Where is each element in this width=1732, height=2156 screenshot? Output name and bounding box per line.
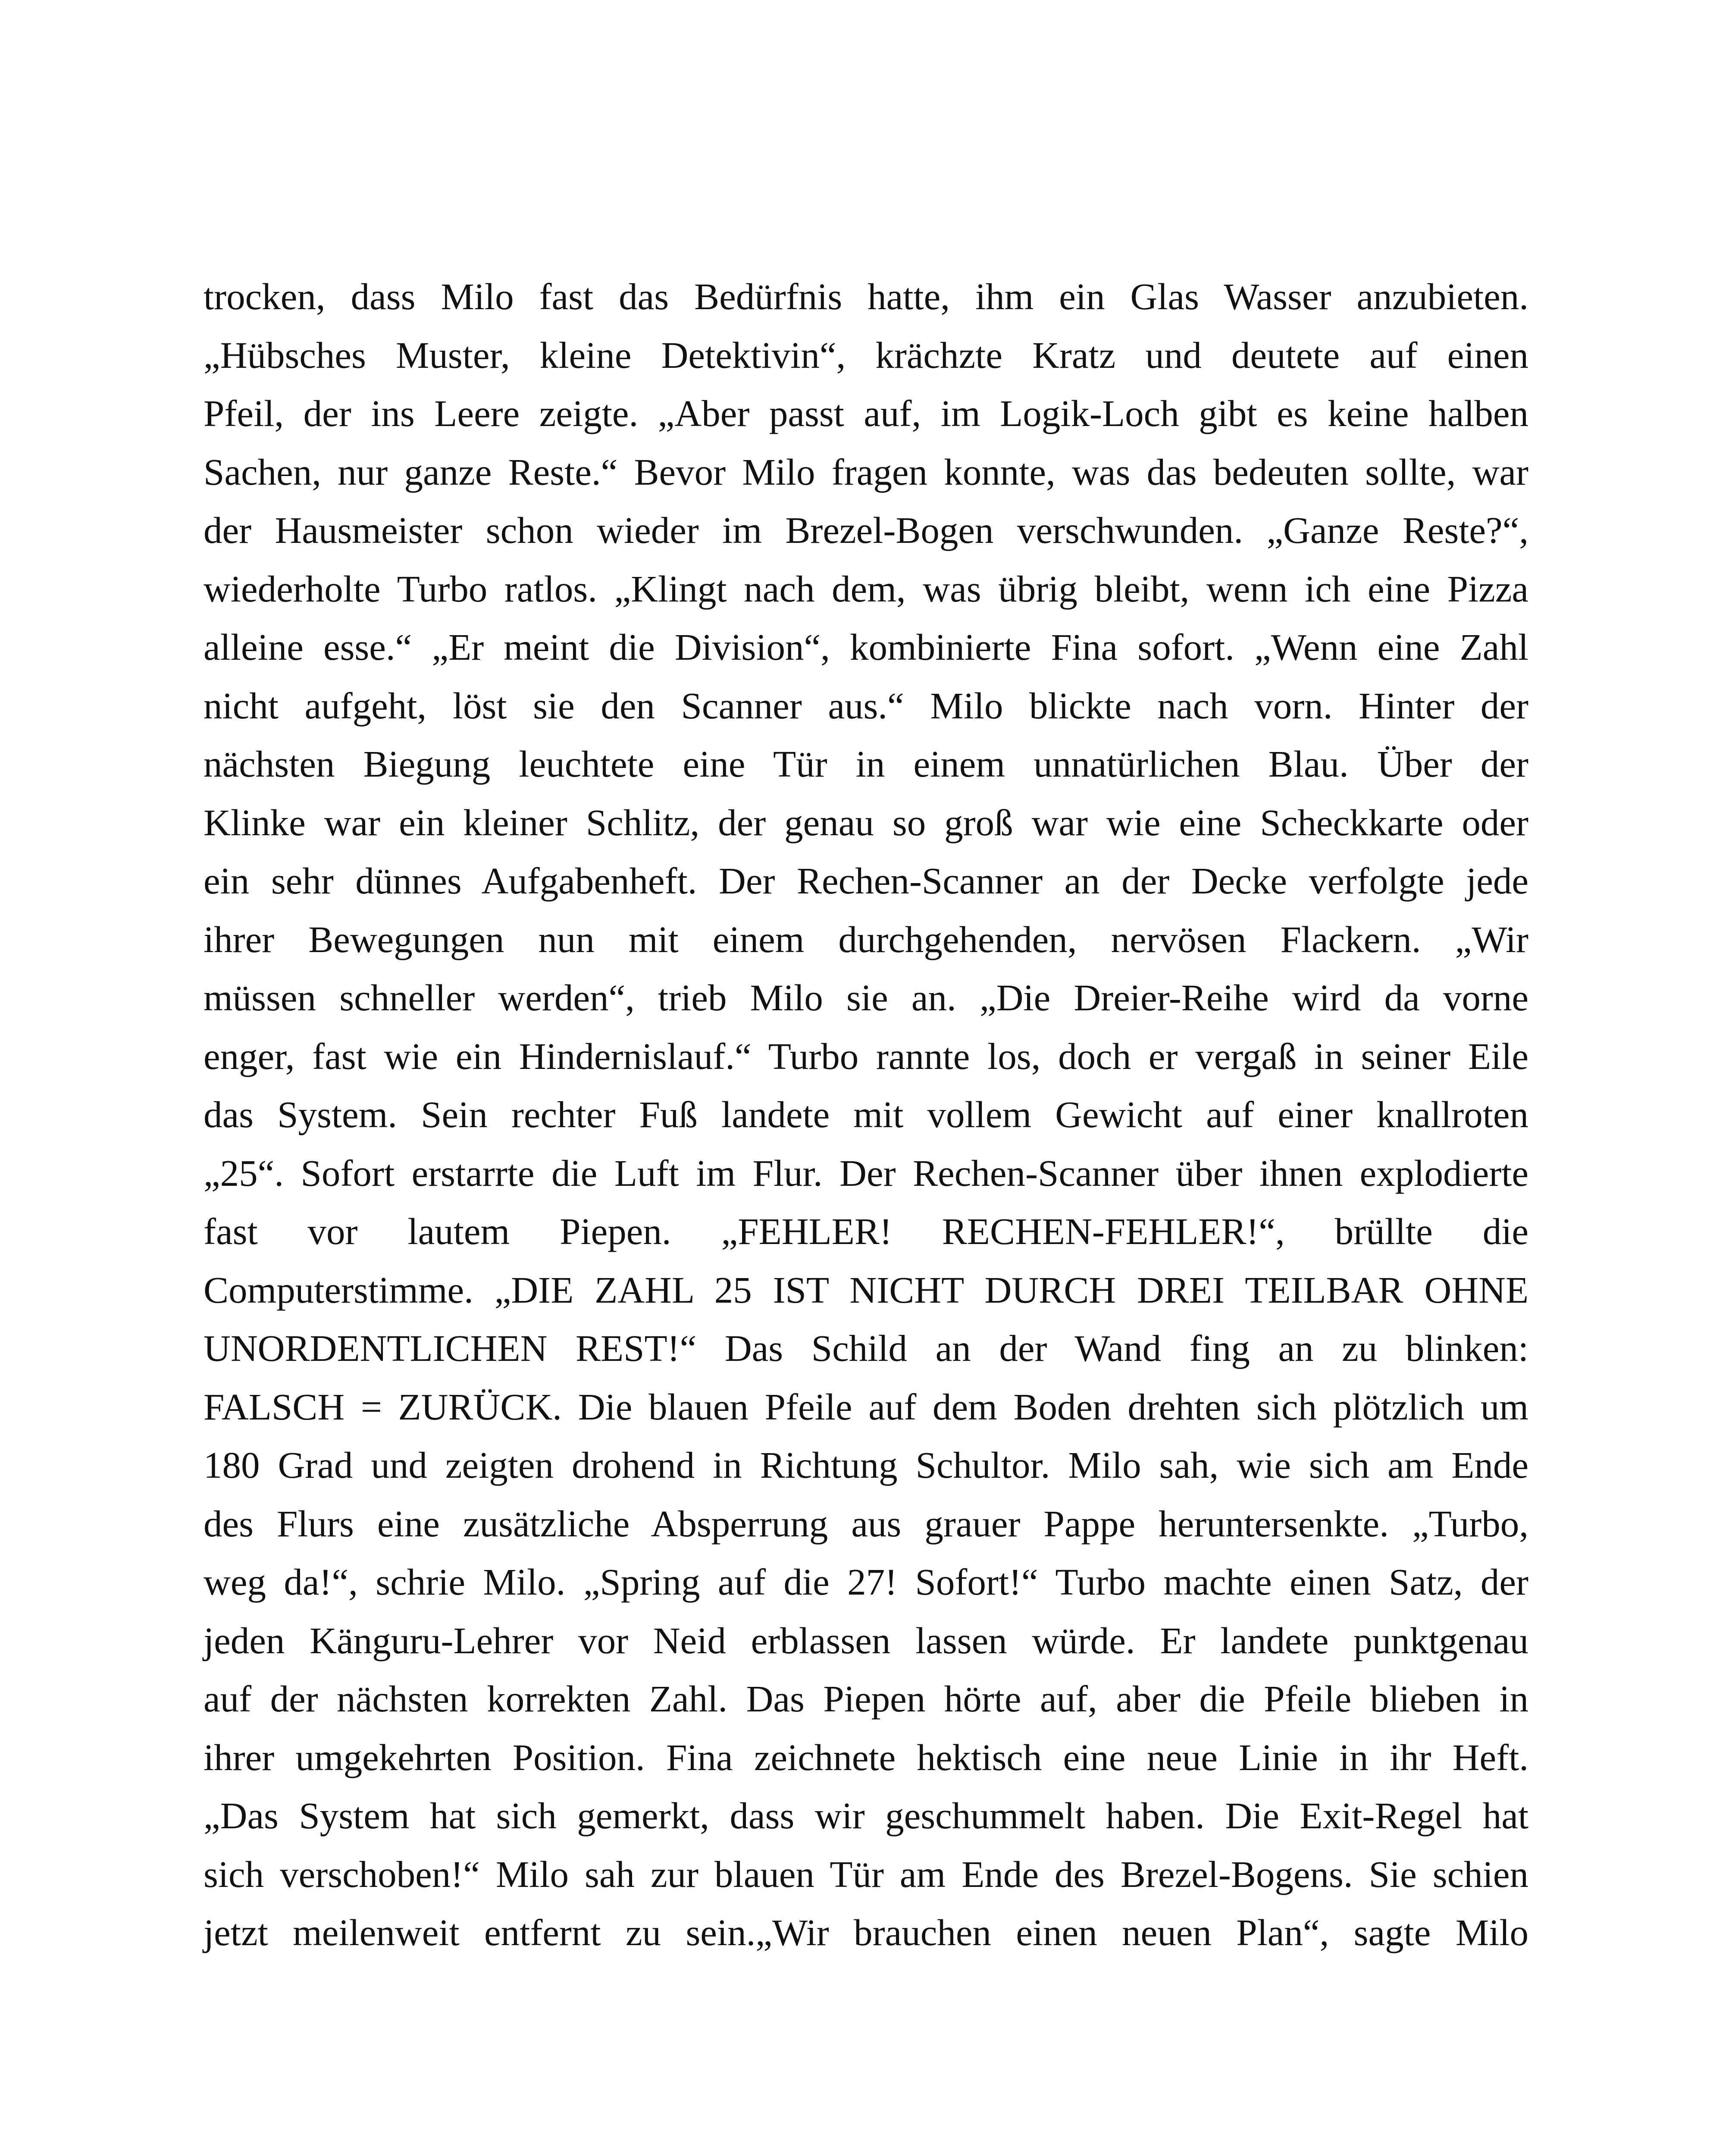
text-line: weg da!“, schrie Milo. „Spring auf die 27! Sofort!“ Turbo machte einen Satz, der bbox=[204, 1561, 1528, 1603]
text-line: Sachen, nur ganze Reste.“ Bevor Milo fragen konnte, was das bedeuten sollte, war bbox=[204, 451, 1528, 493]
text-line: trocken, dass Milo fast das Bedürfnis hatte, ihm ein Glas Wasser anzubieten. bbox=[204, 276, 1528, 317]
text-line: nächsten Biegung leuchtete eine Tür in einem unnatürlichen Blau. Über der bbox=[204, 743, 1528, 785]
text-line: fast vor lautem Piepen. „FEHLER! RECHEN-FEHLER!“, brüllte die bbox=[204, 1210, 1528, 1252]
text-line: sich verschoben!“ Milo sah zur blauen Tür am Ende des Brezel-Bogens. Sie schien bbox=[204, 1853, 1528, 1895]
text-line: alleine esse.“ „Er meint die Division“, kombinierte Fina sofort. „Wenn eine Zahl bbox=[204, 626, 1528, 668]
text-line: enger, fast wie ein Hindernislauf.“ Turbo rannte los, doch er vergaß in seiner Eile bbox=[204, 1035, 1528, 1077]
text-line: auf der nächsten korrekten Zahl. Das Piepen hörte auf, aber die Pfeile blieben in bbox=[204, 1678, 1528, 1720]
text-line: müssen schneller werden“, trieb Milo sie an. „Die Dreier-Reihe wird da vorne bbox=[204, 977, 1528, 1018]
text-line: FALSCH = ZURÜCK. Die blauen Pfeile auf dem Boden drehten sich plötzlich um bbox=[204, 1385, 1528, 1428]
text-line: des Flurs eine zusätzliche Absperrung aus grauer Pappe heruntersenkte. „Turbo, bbox=[204, 1502, 1528, 1545]
text-line: der Hausmeister schon wieder im Brezel-Bogen verschwunden. „Ganze Reste?“, bbox=[204, 509, 1528, 551]
text-line: 180 Grad und zeigten drohend in Richtung Schultor. Milo sah, wie sich am Ende bbox=[204, 1444, 1528, 1486]
text-line: ihrer umgekehrten Position. Fina zeichnete hektisch eine neue Linie in ihr Heft. bbox=[204, 1736, 1528, 1778]
body-text bbox=[204, 267, 1528, 1962]
text-line: UNORDENTLICHEN REST!“ Das Schild an der Wand fing an zu blinken: bbox=[204, 1327, 1528, 1369]
text-line: ihrer Bewegungen nun mit einem durchgehenden, nervösen Flackern. „Wir bbox=[204, 918, 1528, 960]
text-line: „Das System hat sich gemerkt, dass wir geschummelt haben. Die Exit-Regel hat bbox=[204, 1795, 1528, 1836]
text-line: wiederholte Turbo ratlos. „Klingt nach dem, was übrig bleibt, wenn ich eine Pizza bbox=[204, 567, 1528, 610]
text-line: „Hübsches Muster, kleine Detektivin“, krächzte Kratz und deutete auf einen bbox=[204, 334, 1528, 376]
text-line: jeden Känguru-Lehrer vor Neid erblassen lassen würde. Er landete punktgenau bbox=[204, 1619, 1528, 1661]
text-line: „25“. Sofort erstarrte die Luft im Flur. Der Rechen-Scanner über ihnen explodierte bbox=[204, 1152, 1528, 1194]
text-line: Computerstimme. „DIE ZAHL 25 IST NICHT DURCH DREI TEILBAR OHNE bbox=[204, 1269, 1528, 1311]
text-line: das System. Sein rechter Fuß landete mit vollem Gewicht auf einer knallroten bbox=[204, 1094, 1528, 1135]
text-line: Klinke war ein kleiner Schlitz, der genau so groß war wie eine Scheckkarte oder bbox=[204, 801, 1528, 843]
text-line: Pfeil, der ins Leere zeigte. „Aber passt auf, im Logik-Loch gibt es keine halben bbox=[204, 392, 1528, 434]
text-line: ein sehr dünnes Aufgabenheft. Der Rechen-Scanner an der Decke verfolgte jede bbox=[204, 860, 1528, 902]
text-line: jetzt meilenweit entfernt zu sein.„Wir brauchen einen neuen Plan“, sagte Milo bbox=[204, 1912, 1528, 1953]
text-line: nicht aufgeht, löst sie den Scanner aus.“ Milo blickte nach vorn. Hinter der bbox=[204, 684, 1528, 727]
